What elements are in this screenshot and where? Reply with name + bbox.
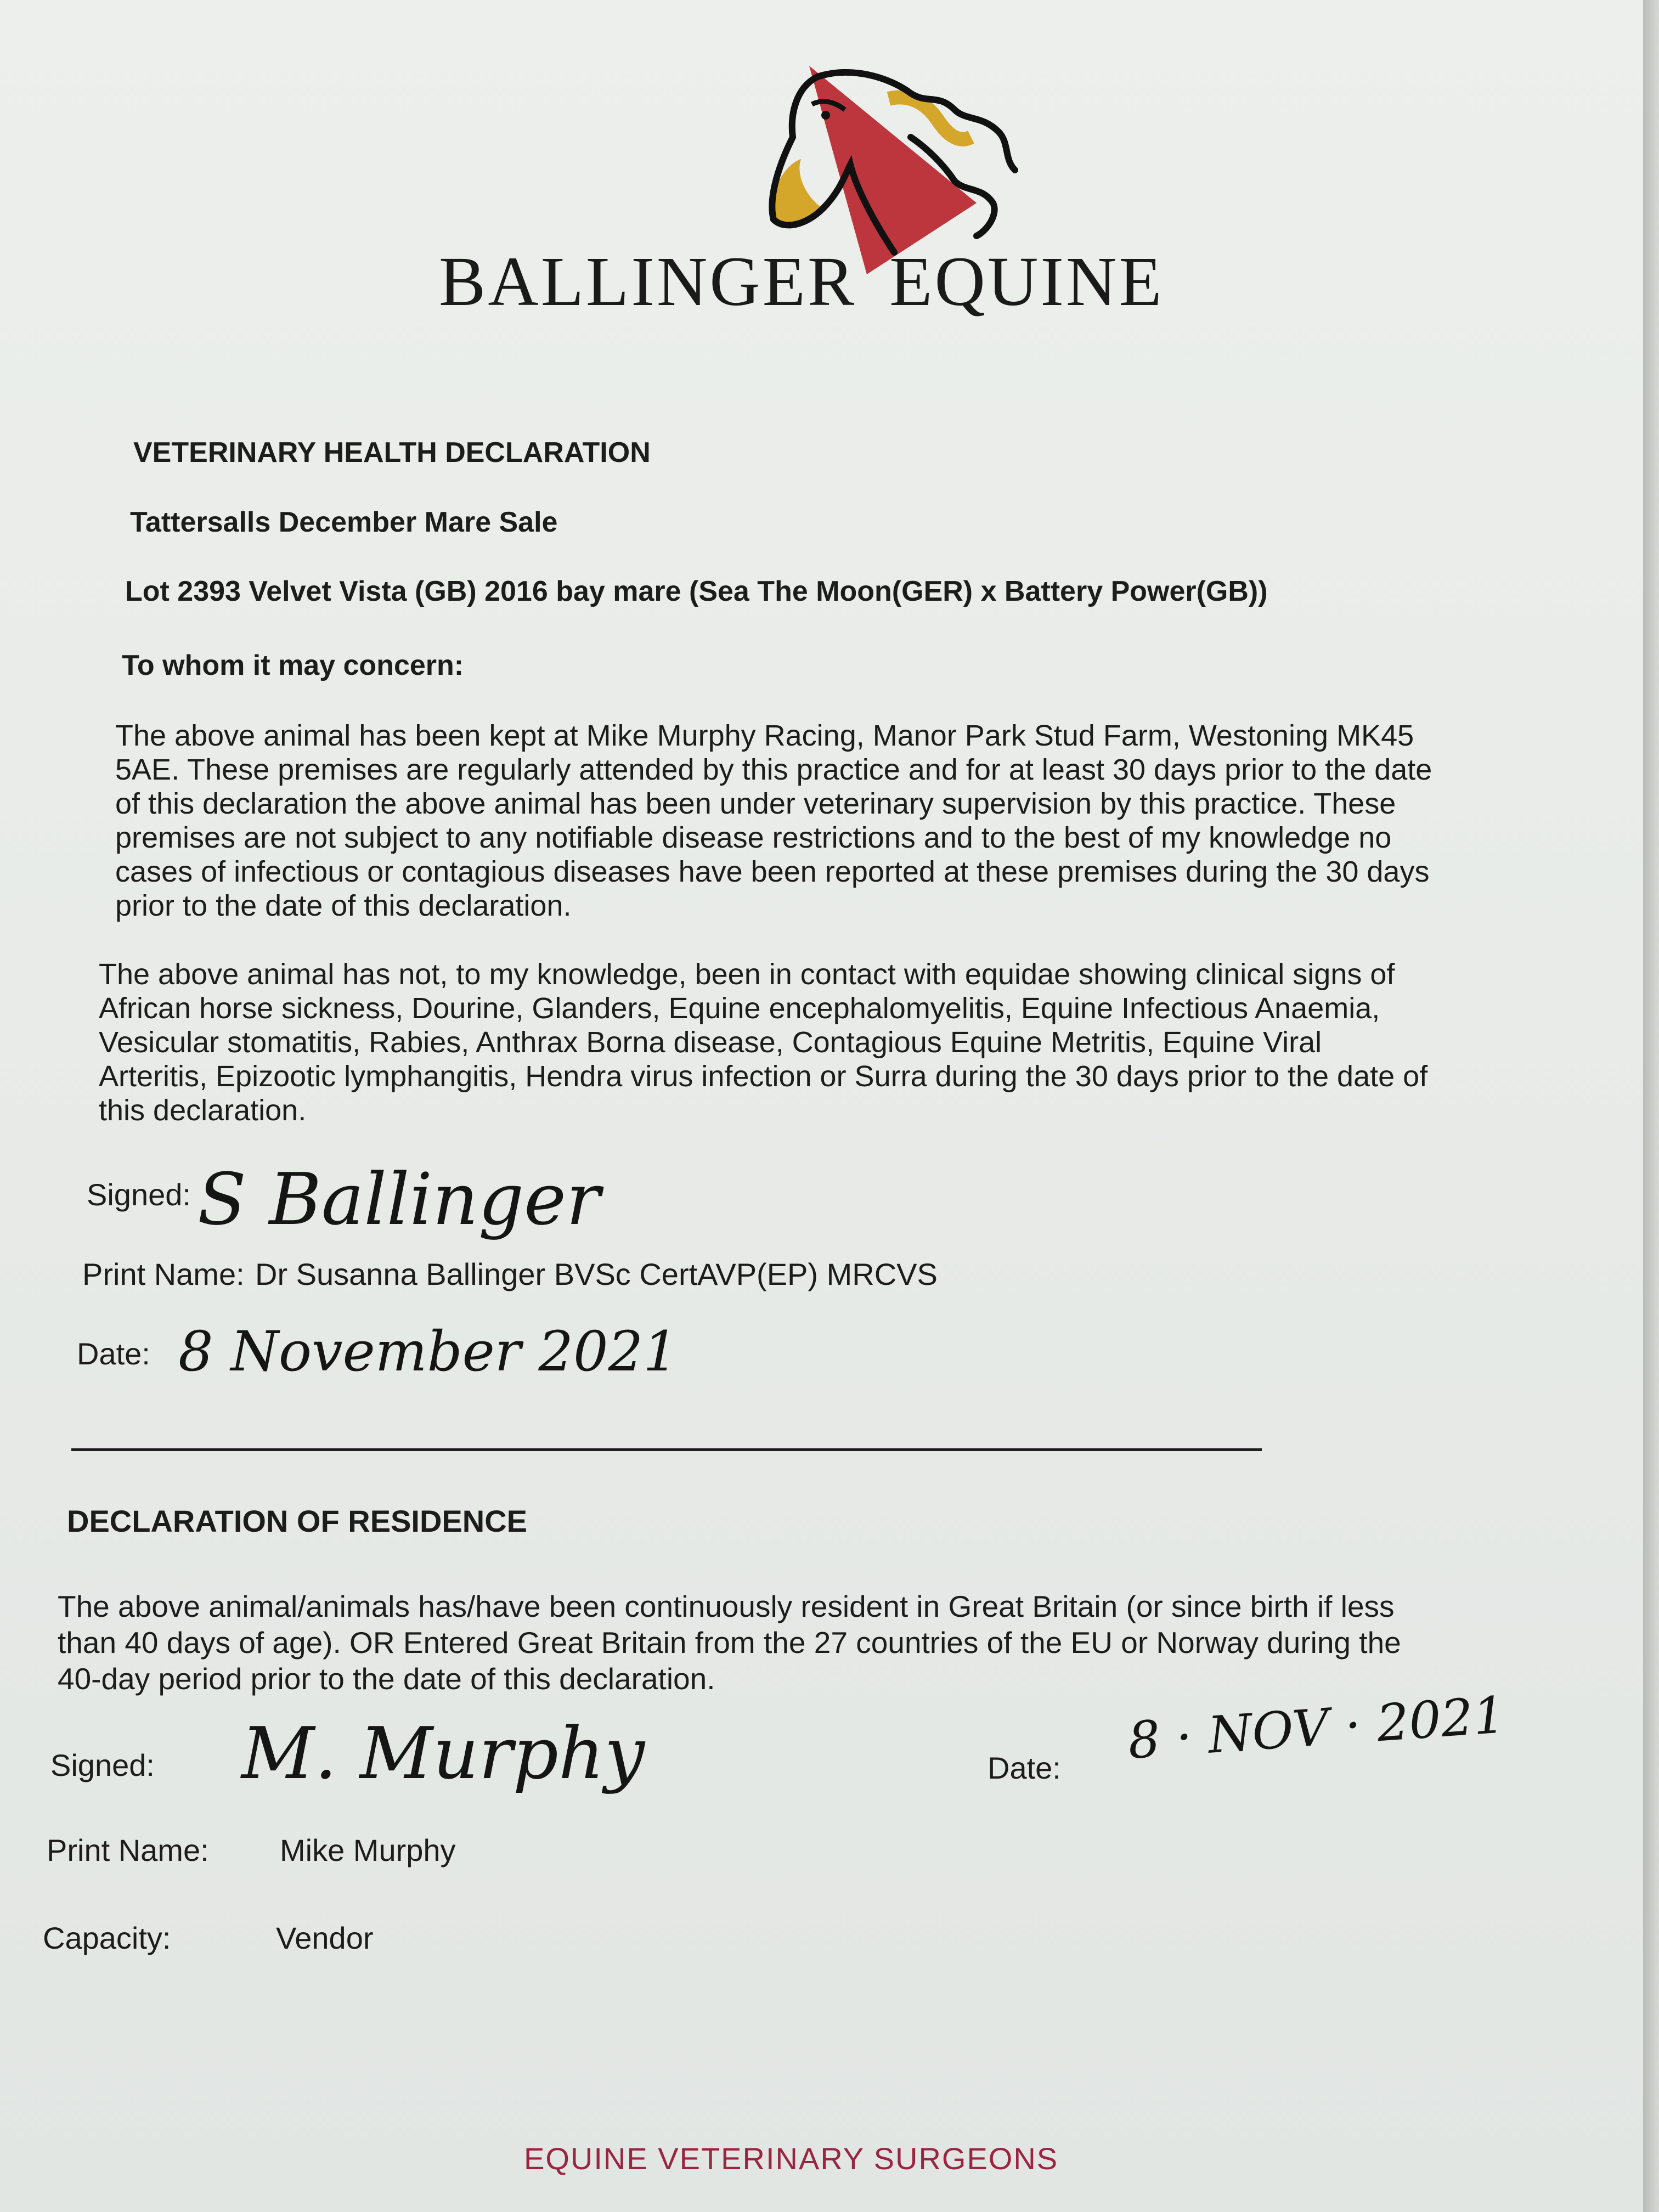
vet-signature: S Ballinger: [198, 1158, 601, 1241]
residence-title: DECLARATION OF RESIDENCE: [67, 1504, 527, 1538]
vendor-date-label: Date:: [988, 1751, 1061, 1785]
footer-tagline: EQUINE VETERINARY SURGEONS: [524, 2141, 1059, 2176]
vet-date-handwritten: 8 November 2021: [178, 1319, 678, 1384]
residence-paragraph: The above animal/animals has/have been continuously resident in Great Britain (or since birth if less than 40 days of age). OR Entered Great Britain from the 27 countries of the EU or Norway during the 40-day period prior to the date of this declaration.: [58, 1589, 1401, 1696]
vendor-signature: M. Murphy: [241, 1712, 645, 1795]
vendor-print-name: Mike Murphy: [280, 1833, 456, 1867]
premises-paragraph: The above animal has been kept at Mike Murphy Racing, Manor Park Stud Farm, Westoning MK45 5AE. These premises are regularly attended by this practice and for at least 30 days prior to the date of this declaration the above animal has been under veterinary supervision by this practice. These premises are not subject to any notifiable disease restrictions and to the best of my knowledge no cases of infectious or contagious diseases have been reported at these premises during the 30 days prior to the date of this declaration.: [115, 719, 1432, 922]
vet-print-name-label: Print Name:: [82, 1257, 245, 1291]
capacity-label: Capacity:: [43, 1921, 171, 1955]
vet-date-label: Date:: [77, 1336, 150, 1371]
sale-name: Tattersalls December Mare Sale: [130, 506, 558, 538]
vendor-date-handwritten: 8 · NOV · 2021: [1126, 1685, 1508, 1770]
health-declaration-title: VETERINARY HEALTH DECLARATION: [133, 437, 651, 469]
section-divider: [71, 1448, 1262, 1451]
brand-name-part2: EQUINE: [889, 242, 1164, 320]
paper-edge-shadow: [1643, 0, 1659, 2212]
lot-description: Lot 2393 Velvet Vista (GB) 2016 bay mare (Sea The Moon(GER) x Battery Power(GB)): [125, 575, 1268, 607]
vet-print-name: Dr Susanna Ballinger BVSc CertAVP(EP) MRCVS: [255, 1257, 938, 1291]
salutation: To whom it may concern:: [122, 650, 464, 681]
brand-name: [439, 241, 1164, 322]
disease-contact-paragraph: The above animal has not, to my knowledge, been in contact with equidae showing clinical signs of African horse sickness, Dourine, Glanders, Equine encephalomyelitis, Equine Infectious Anaemia, Vesicular stomatitis, Rabies, Anthrax Borna disease, Contagious Equine Metritis, Equine Viral Arteritis, Epizootic lymphangitis, Hendra virus infection or Surra during the 30 days prior to the date of this declaration.: [99, 958, 1428, 1127]
vendor-print-name-label: Print Name:: [47, 1833, 209, 1867]
vet-signed-label: Signed:: [87, 1177, 191, 1212]
brand-name-part1: BALLINGER: [439, 242, 857, 320]
capacity-value: Vendor: [276, 1921, 374, 1955]
vendor-signed-label: Signed:: [50, 1748, 155, 1782]
